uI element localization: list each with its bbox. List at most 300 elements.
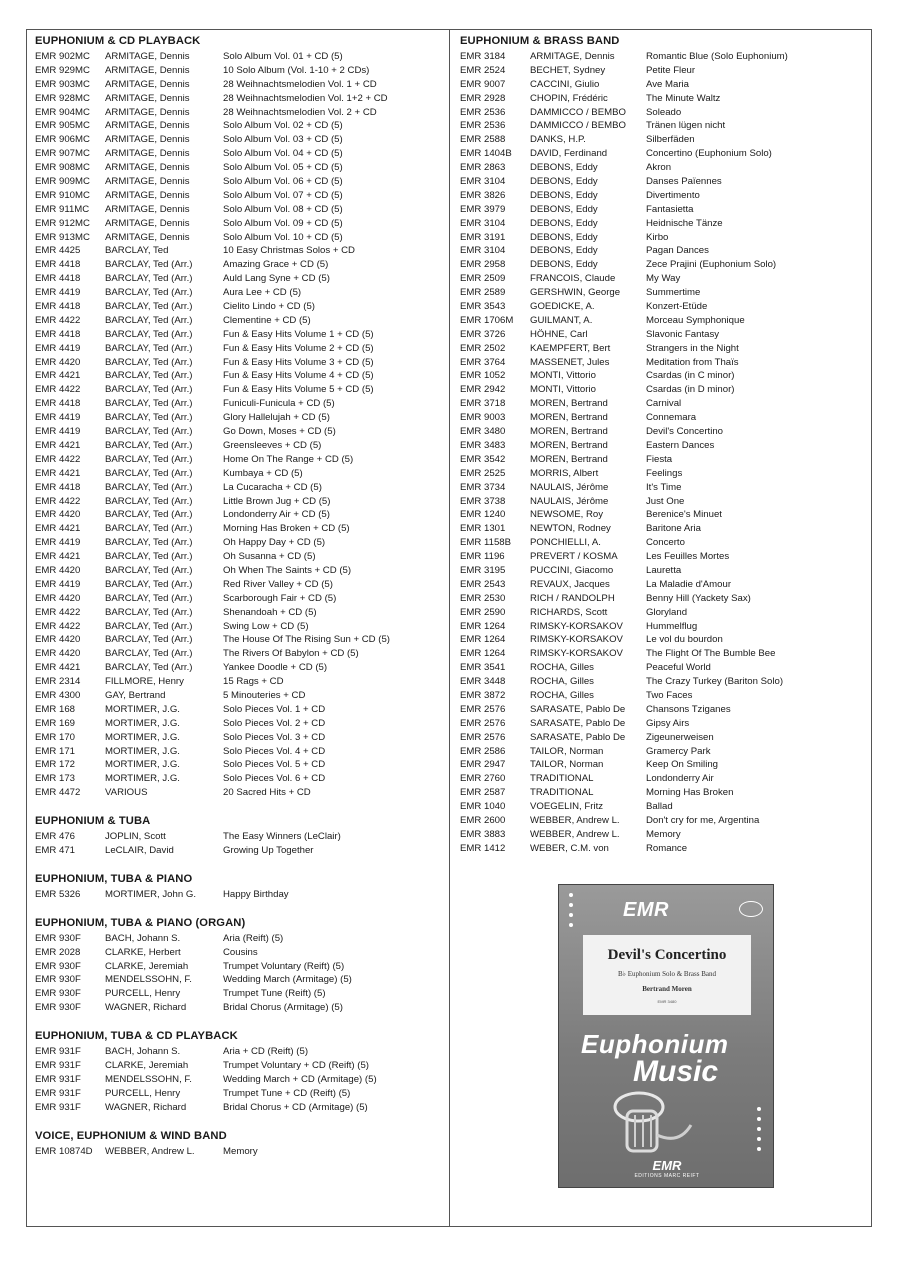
piece-title: Funiculi-Funicula + CD (5) bbox=[223, 398, 335, 410]
composer: HÖHNE, Carl bbox=[530, 328, 588, 340]
piece-title: Csardas (in D minor) bbox=[646, 384, 735, 396]
section-gap bbox=[35, 1115, 445, 1128]
catalog-number: EMR 2536 bbox=[460, 120, 506, 132]
catalog-row bbox=[35, 467, 445, 481]
composer: ARMITAGE, Dennis bbox=[105, 231, 190, 243]
composer: MORTIMER, J.G. bbox=[105, 773, 180, 785]
section-title: EUPHONIUM, TUBA & PIANO bbox=[35, 872, 193, 885]
catalog-number: EMR 902MC bbox=[35, 51, 90, 62]
piece-title: Solo Pieces Vol. 6 + CD bbox=[223, 773, 326, 785]
composer: VOEGELIN, Fritz bbox=[530, 801, 604, 813]
catalog-number: EMR 4420 bbox=[35, 634, 81, 646]
piece-title: Romantic Blue (Solo Euphonium) bbox=[646, 51, 788, 62]
catalog-row bbox=[460, 133, 865, 147]
composer: DEBONS, Eddy bbox=[530, 162, 598, 174]
piece-title: The Minute Waltz bbox=[646, 92, 721, 104]
catalog-row bbox=[35, 231, 445, 245]
catalog-row bbox=[460, 800, 865, 814]
piece-title: 28 Weihnachtsmelodien Vol. 2 + CD bbox=[223, 106, 377, 118]
piece-title: Csardas (in C minor) bbox=[646, 370, 735, 382]
catalog-row bbox=[35, 844, 445, 858]
catalog-row bbox=[460, 244, 865, 258]
section-gap bbox=[35, 858, 445, 871]
section-gap bbox=[35, 902, 445, 915]
composer: BARCLAY, Ted (Arr.) bbox=[105, 370, 193, 382]
composer: BARCLAY, Ted (Arr.) bbox=[105, 259, 193, 271]
catalog-number: EMR 3764 bbox=[460, 356, 506, 368]
catalog-number: EMR 4300 bbox=[35, 689, 81, 701]
catalog-number: EMR 3883 bbox=[460, 828, 506, 840]
composer: SARASATE, Pablo De bbox=[530, 717, 626, 729]
composer: BARCLAY, Ted (Arr.) bbox=[105, 606, 193, 618]
composer: DEBONS, Eddy bbox=[530, 231, 598, 243]
cover-title: Devil's Concertino bbox=[607, 947, 727, 963]
catalog-number: EMR 1264 bbox=[460, 620, 506, 632]
catalog-number: EMR 9003 bbox=[460, 412, 506, 424]
piece-title: Slavonic Fantasy bbox=[646, 328, 720, 340]
piece-title: Baritone Aria bbox=[646, 523, 701, 535]
composer: MENDELSSOHN, F. bbox=[105, 974, 192, 986]
piece-title: Bridal Chorus + CD (Armitage) (5) bbox=[223, 1101, 368, 1113]
composer: BECHET, Sydney bbox=[530, 64, 606, 76]
catalog-row bbox=[35, 258, 445, 272]
catalog-row bbox=[35, 425, 445, 439]
composer: DEBONS, Eddy bbox=[530, 259, 598, 271]
publisher-logo bbox=[619, 1158, 715, 1179]
catalog-row bbox=[460, 717, 865, 731]
catalog-row bbox=[460, 661, 865, 675]
piece-title: Fiesta bbox=[646, 453, 673, 465]
catalog-row bbox=[460, 106, 865, 120]
catalog-number: EMR 906MC bbox=[35, 134, 90, 146]
catalog-row bbox=[35, 946, 445, 960]
catalog-row bbox=[460, 342, 865, 356]
composer: NEWSOME, Roy bbox=[530, 509, 604, 521]
piece-title: Oh Susanna + CD (5) bbox=[223, 551, 316, 563]
composer: PONCHIELLI, A. bbox=[530, 537, 601, 549]
composer: MONTI, Vittorio bbox=[530, 370, 596, 382]
catalog-number: EMR 1301 bbox=[460, 523, 506, 535]
catalog-row bbox=[460, 286, 865, 300]
catalog-number: EMR 930F bbox=[35, 988, 81, 1000]
composer: MORTIMER, J.G. bbox=[105, 759, 180, 771]
catalog-number: EMR 172 bbox=[35, 759, 75, 771]
catalog-number: EMR 905MC bbox=[35, 120, 90, 132]
catalog-row bbox=[460, 481, 865, 495]
catalog-number: EMR 4419 bbox=[35, 342, 81, 354]
piece-title: Solo Album Vol. 10 + CD (5) bbox=[223, 231, 343, 243]
catalog-number: EMR 930F bbox=[35, 932, 81, 944]
section-title: EUPHONIUM & CD PLAYBACK bbox=[35, 35, 201, 47]
catalog-number: EMR 2863 bbox=[460, 162, 506, 174]
catalog-row bbox=[35, 1045, 445, 1059]
composer: BARCLAY, Ted (Arr.) bbox=[105, 412, 193, 424]
catalog-number: EMR 4420 bbox=[35, 648, 81, 660]
catalog-row bbox=[35, 119, 445, 133]
composer: ARMITAGE, Dennis bbox=[105, 78, 190, 90]
composer: MENDELSSOHN, F. bbox=[105, 1073, 192, 1085]
piece-title: Gramercy Park bbox=[646, 745, 711, 757]
seal-icon bbox=[739, 901, 763, 917]
composer: DEBONS, Eddy bbox=[530, 189, 598, 201]
catalog-row bbox=[460, 383, 865, 397]
piece-title: Kirbo bbox=[646, 231, 669, 243]
catalog-row bbox=[460, 272, 865, 286]
catalog-row bbox=[460, 119, 865, 133]
section-title: EUPHONIUM & BRASS BAND bbox=[460, 35, 620, 47]
catalog-row bbox=[35, 758, 445, 772]
composer: SARASATE, Pablo De bbox=[530, 703, 626, 715]
piece-title: Amazing Grace + CD (5) bbox=[223, 259, 329, 271]
composer: BARCLAY, Ted (Arr.) bbox=[105, 592, 193, 604]
piece-title: Strangers in the Night bbox=[646, 342, 739, 354]
piece-title: Cousins bbox=[223, 946, 258, 958]
composer: MORTIMER, J.G. bbox=[105, 745, 180, 757]
piece-title: Solo Album Vol. 06 + CD (5) bbox=[223, 176, 343, 188]
composer: DEBONS, Eddy bbox=[530, 176, 598, 188]
cover-number: EMR 3480 bbox=[657, 999, 677, 1004]
catalog-number: EMR 171 bbox=[35, 745, 75, 757]
catalog-number: EMR 2600 bbox=[460, 814, 506, 826]
piece-title: Gipsy Airs bbox=[646, 717, 690, 729]
catalog-row bbox=[35, 244, 445, 258]
catalog-number: EMR 1158B bbox=[460, 537, 512, 549]
composer: PUCCINI, Giacomo bbox=[530, 564, 614, 576]
section-title: VOICE, EUPHONIUM & WIND BAND bbox=[35, 1129, 227, 1142]
catalog-row bbox=[460, 328, 865, 342]
catalog-number: EMR 2587 bbox=[460, 787, 506, 799]
catalog-row bbox=[35, 932, 445, 946]
piece-title: Trumpet Voluntary + CD (Reift) (5) bbox=[223, 1060, 369, 1071]
catalog-row bbox=[460, 842, 865, 856]
catalog-number: EMR 173 bbox=[35, 773, 75, 785]
column-divider bbox=[449, 29, 450, 1227]
catalog-number: EMR 2958 bbox=[460, 259, 506, 271]
catalog-number: EMR 931F bbox=[35, 1101, 81, 1113]
composer: BARCLAY, Ted (Arr.) bbox=[105, 551, 193, 563]
piece-title: Fun & Easy Hits Volume 3 + CD (5) bbox=[223, 356, 374, 368]
composer: REVAUX, Jacques bbox=[530, 578, 610, 590]
composer: GAY, Bertrand bbox=[105, 689, 166, 701]
composer: TRADITIONAL bbox=[530, 773, 594, 785]
composer: KAEMPFERT, Bert bbox=[530, 342, 611, 354]
composer: ARMITAGE, Dennis bbox=[105, 217, 190, 229]
catalog-row bbox=[35, 217, 445, 231]
section-title: EUPHONIUM, TUBA & PIANO (ORGAN) bbox=[35, 916, 246, 929]
catalog-number: EMR 476 bbox=[35, 831, 75, 843]
composer: BARCLAY, Ted (Arr.) bbox=[105, 426, 193, 438]
catalog-number: EMR 3979 bbox=[460, 203, 506, 215]
catalog-row bbox=[35, 564, 445, 578]
piece-title: Chansons Tziganes bbox=[646, 703, 731, 715]
piece-title: Solo Album Vol. 08 + CD (5) bbox=[223, 203, 343, 215]
catalog-number: EMR 1196 bbox=[460, 551, 505, 563]
catalog-number: EMR 2586 bbox=[460, 745, 506, 757]
composer: BARCLAY, Ted (Arr.) bbox=[105, 634, 193, 646]
catalog-section bbox=[35, 33, 445, 800]
composer: MONTI, Vittorio bbox=[530, 384, 596, 396]
composer: CACCINI, Giulio bbox=[530, 78, 600, 90]
catalog-row bbox=[35, 675, 445, 689]
catalog-row bbox=[35, 369, 445, 383]
piece-title: Peaceful World bbox=[646, 662, 711, 674]
composer: MOREN, Bertrand bbox=[530, 439, 608, 451]
piece-title: Connemara bbox=[646, 412, 697, 424]
catalog-row bbox=[460, 592, 865, 606]
composer: MORTIMER, J.G. bbox=[105, 731, 180, 743]
composer: ARMITAGE, Dennis bbox=[105, 64, 190, 76]
catalog-row bbox=[35, 536, 445, 550]
composer: JOPLIN, Scott bbox=[105, 831, 166, 843]
catalog-number: EMR 2590 bbox=[460, 606, 506, 618]
composer: MORTIMER, J.G. bbox=[105, 717, 180, 729]
catalog-row bbox=[460, 175, 865, 189]
piece-title: Zigeunerweisen bbox=[646, 731, 714, 743]
piece-title: Romance bbox=[646, 842, 688, 854]
catalog-row bbox=[35, 50, 445, 64]
composer: CLARKE, Jeremiah bbox=[105, 1060, 189, 1071]
composer: BARCLAY, Ted (Arr.) bbox=[105, 662, 193, 674]
piece-title: Trumpet Tune + CD (Reift) (5) bbox=[223, 1087, 351, 1099]
composer: BACH, Johann S. bbox=[105, 932, 181, 944]
catalog-row bbox=[460, 745, 865, 759]
composer: BARCLAY, Ted (Arr.) bbox=[105, 495, 193, 507]
catalog-row bbox=[35, 439, 445, 453]
catalog-number: EMR 1412 bbox=[460, 842, 506, 854]
composer: RICHARDS, Scott bbox=[530, 606, 608, 618]
catalog-row bbox=[35, 731, 445, 745]
composer: ROCHA, Gilles bbox=[530, 676, 594, 688]
catalog-row bbox=[35, 661, 445, 675]
piece-title: The Crazy Turkey (Bariton Solo) bbox=[646, 676, 784, 688]
piece-title: Gloryland bbox=[646, 606, 688, 618]
cover-subtitle: B♭ Euphonium Solo & Brass Band bbox=[618, 970, 716, 978]
piece-title: Solo Album Vol. 07 + CD (5) bbox=[223, 189, 343, 201]
piece-title: Lauretta bbox=[646, 564, 682, 576]
piece-title: Soleado bbox=[646, 106, 682, 118]
cover-series-line2: Music bbox=[633, 1055, 719, 1088]
composer: GERSHWIN, George bbox=[530, 287, 621, 299]
catalog-number: EMR 4419 bbox=[35, 537, 81, 549]
catalog-number: EMR 1264 bbox=[460, 648, 506, 660]
euphonium-icon bbox=[599, 1085, 709, 1165]
catalog-row bbox=[460, 439, 865, 453]
catalog-number: EMR 3726 bbox=[460, 328, 506, 340]
composer: PURCELL, Henry bbox=[105, 988, 181, 1000]
piece-title: Akron bbox=[646, 162, 672, 174]
composer: BARCLAY, Ted (Arr.) bbox=[105, 578, 193, 590]
catalog-row bbox=[35, 1059, 445, 1073]
publisher-name: EDITIONS MARC REIFT bbox=[634, 1173, 700, 1179]
composer: MORRIS, Albert bbox=[530, 467, 599, 479]
piece-title: Hummelflug bbox=[646, 620, 698, 632]
catalog-number: EMR 2525 bbox=[460, 467, 506, 479]
catalog-row bbox=[35, 328, 445, 342]
piece-title: Cielito Lindo + CD (5) bbox=[223, 301, 315, 313]
catalog-row bbox=[460, 508, 865, 522]
piece-title: Silberfäden bbox=[646, 134, 695, 146]
catalog-number: EMR 2576 bbox=[460, 731, 506, 743]
catalog-row bbox=[35, 106, 445, 120]
piece-title: Aria (Reift) (5) bbox=[223, 932, 284, 944]
catalog-row bbox=[460, 758, 865, 772]
piece-title: Yankee Doodle + CD (5) bbox=[223, 662, 328, 674]
catalog-row bbox=[460, 772, 865, 786]
catalog-number: EMR 3104 bbox=[460, 245, 506, 257]
piece-title: Home On The Range + CD (5) bbox=[223, 453, 354, 465]
catalog-row bbox=[35, 92, 445, 106]
catalog-row bbox=[460, 731, 865, 745]
catalog-number: EMR 2314 bbox=[35, 676, 81, 688]
catalog-row bbox=[460, 300, 865, 314]
piece-title: Go Down, Moses + CD (5) bbox=[223, 426, 336, 438]
piece-title: Solo Album Vol. 01 + CD (5) bbox=[223, 51, 343, 62]
catalog-number: EMR 2524 bbox=[460, 64, 506, 76]
composer: MOREN, Bertrand bbox=[530, 412, 608, 424]
catalog-row bbox=[35, 960, 445, 974]
catalog-row bbox=[460, 147, 865, 161]
catalog-row bbox=[35, 78, 445, 92]
composer: BACH, Johann S. bbox=[105, 1046, 181, 1058]
catalog-row bbox=[35, 356, 445, 370]
catalog-row bbox=[460, 161, 865, 175]
catalog-number: EMR 2947 bbox=[460, 759, 506, 771]
piece-title: Morning Has Broken bbox=[646, 787, 734, 799]
piece-title: Ave Maria bbox=[646, 78, 690, 90]
catalog-number: EMR 931F bbox=[35, 1073, 81, 1085]
composer: ARMITAGE, Dennis bbox=[105, 148, 190, 160]
piece-title: Eastern Dances bbox=[646, 439, 715, 451]
composer: ARMITAGE, Dennis bbox=[530, 51, 615, 62]
catalog-row bbox=[460, 550, 865, 564]
catalog-row bbox=[35, 272, 445, 286]
composer: BARCLAY, Ted (Arr.) bbox=[105, 356, 193, 368]
composer: BARCLAY, Ted (Arr.) bbox=[105, 384, 193, 396]
catalog-row bbox=[35, 175, 445, 189]
catalog-row bbox=[460, 828, 865, 842]
catalog-row bbox=[35, 411, 445, 425]
composer: MORTIMER, J.G. bbox=[105, 703, 180, 715]
catalog-number: EMR 4419 bbox=[35, 287, 81, 299]
decorative-dots bbox=[757, 1107, 763, 1157]
catalog-row bbox=[35, 647, 445, 661]
piece-title: Meditation from Thaïs bbox=[646, 356, 739, 368]
composer: ROCHA, Gilles bbox=[530, 662, 594, 674]
composer: NAULAIS, Jérôme bbox=[530, 495, 609, 507]
catalog-number: EMR 4422 bbox=[35, 384, 81, 396]
catalog-number: EMR 1404B bbox=[460, 148, 512, 160]
catalog-number: EMR 1240 bbox=[460, 509, 506, 521]
composer: BARCLAY, Ted (Arr.) bbox=[105, 509, 193, 521]
piece-title: My Way bbox=[646, 273, 681, 285]
catalog-row bbox=[35, 508, 445, 522]
piece-title: Greensleeves + CD (5) bbox=[223, 439, 322, 451]
piece-title: Solo Pieces Vol. 5 + CD bbox=[223, 759, 326, 771]
catalog-number: EMR 928MC bbox=[35, 92, 90, 104]
catalog-row bbox=[460, 203, 865, 217]
piece-title: 10 Solo Album (Vol. 1-10 + 2 CDs) bbox=[223, 64, 370, 76]
composer: BARCLAY, Ted (Arr.) bbox=[105, 564, 193, 576]
composer: MOREN, Bertrand bbox=[530, 453, 608, 465]
composer: BARCLAY, Ted (Arr.) bbox=[105, 287, 193, 299]
composer: ARMITAGE, Dennis bbox=[105, 203, 190, 215]
composer: BARCLAY, Ted (Arr.) bbox=[105, 273, 193, 285]
catalog-number: EMR 4420 bbox=[35, 592, 81, 604]
composer: ARMITAGE, Dennis bbox=[105, 189, 190, 201]
catalog-number: EMR 4418 bbox=[35, 481, 81, 493]
catalog-number: EMR 4425 bbox=[35, 245, 81, 257]
catalog-number: EMR 4421 bbox=[35, 523, 81, 535]
composer: PREVERT / KOSMA bbox=[530, 551, 618, 563]
catalog-section bbox=[35, 1128, 445, 1159]
catalog-number: EMR 3184 bbox=[460, 51, 506, 62]
piece-title: 5 Minouteries + CD bbox=[223, 689, 306, 701]
catalog-number: EMR 4422 bbox=[35, 620, 81, 632]
piece-title: The Easy Winners (LeClair) bbox=[223, 831, 341, 843]
catalog-number: EMR 2536 bbox=[460, 106, 506, 118]
piece-title: Fun & Easy Hits Volume 4 + CD (5) bbox=[223, 370, 374, 382]
piece-title: Glory Hallelujah + CD (5) bbox=[223, 412, 330, 424]
composer: VARIOUS bbox=[105, 787, 148, 799]
catalog-number: EMR 4421 bbox=[35, 370, 81, 382]
catalog-number: EMR 4421 bbox=[35, 662, 81, 674]
catalog-row bbox=[35, 578, 445, 592]
piece-title: Solo Album Vol. 05 + CD (5) bbox=[223, 162, 343, 174]
piece-title: Carnival bbox=[646, 398, 682, 410]
catalog-number: EMR 4418 bbox=[35, 398, 81, 410]
catalog-row bbox=[35, 1087, 445, 1101]
catalog-number: EMR 1040 bbox=[460, 801, 506, 813]
catalog-number: EMR 2588 bbox=[460, 134, 506, 146]
catalog-section bbox=[35, 915, 445, 1015]
catalog-number: EMR 909MC bbox=[35, 176, 90, 188]
catalog-row bbox=[460, 78, 865, 92]
catalog-number: EMR 4422 bbox=[35, 314, 81, 326]
catalog-row bbox=[460, 814, 865, 828]
composer: ARMITAGE, Dennis bbox=[105, 92, 190, 104]
catalog-number: EMR 3734 bbox=[460, 481, 506, 493]
composer: FRANCOIS, Claude bbox=[530, 273, 616, 285]
catalog-number: EMR 4419 bbox=[35, 412, 81, 424]
catalog-number: EMR 4472 bbox=[35, 787, 81, 799]
catalog-number: EMR 169 bbox=[35, 717, 75, 729]
catalog-row bbox=[460, 231, 865, 245]
piece-title: Danses Païennes bbox=[646, 176, 722, 188]
catalog-row bbox=[460, 495, 865, 509]
piece-title: Red River Valley + CD (5) bbox=[223, 578, 333, 590]
composer: CLARKE, Herbert bbox=[105, 946, 181, 958]
catalog-number: EMR 168 bbox=[35, 703, 75, 715]
piece-title: Morning Has Broken + CD (5) bbox=[223, 523, 350, 535]
piece-title: Solo Pieces Vol. 2 + CD bbox=[223, 717, 326, 729]
composer: TAILOR, Norman bbox=[530, 745, 604, 757]
composer: BARCLAY, Ted (Arr.) bbox=[105, 467, 193, 479]
piece-title: Solo Pieces Vol. 1 + CD bbox=[223, 703, 326, 715]
piece-title: Devil's Concertino bbox=[646, 426, 724, 438]
catalog-number: EMR 930F bbox=[35, 974, 81, 986]
composer: ARMITAGE, Dennis bbox=[105, 176, 190, 188]
composer: WEBER, C.M. von bbox=[530, 842, 609, 854]
catalog-number: EMR 931F bbox=[35, 1046, 81, 1058]
cover-title-panel bbox=[583, 935, 751, 1015]
catalog-row bbox=[35, 1101, 445, 1115]
composer: CLARKE, Jeremiah bbox=[105, 960, 189, 972]
catalog-row bbox=[460, 633, 865, 647]
piece-title: It's Time bbox=[646, 481, 682, 493]
catalog-row bbox=[35, 161, 445, 175]
composer: FILLMORE, Henry bbox=[105, 676, 184, 688]
piece-title: Fun & Easy Hits Volume 1 + CD (5) bbox=[223, 328, 374, 340]
